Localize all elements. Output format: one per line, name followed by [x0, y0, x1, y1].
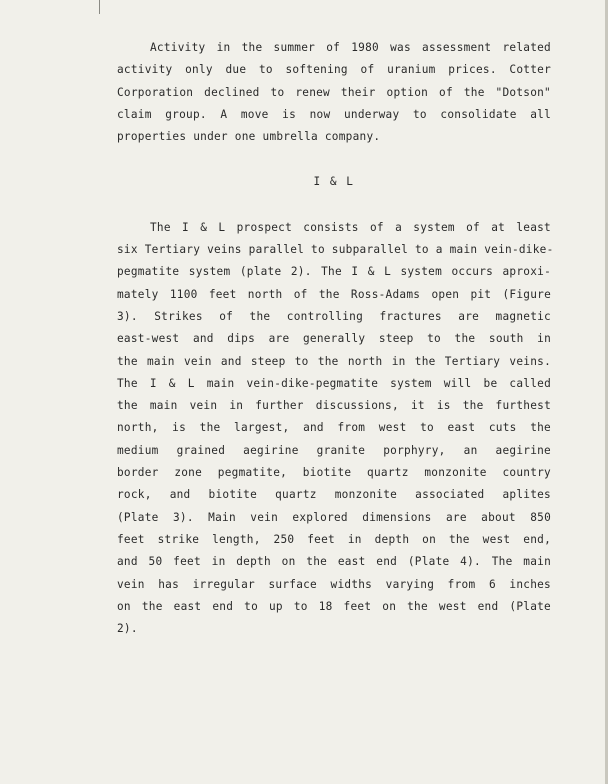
- text-line: rock, and biotite quartz monzonite associated aplites: [117, 488, 551, 502]
- text-line: border zone pegmatite, biotite quartz monzonite country: [117, 466, 551, 480]
- section-heading: I & L: [313, 175, 355, 189]
- paragraph-assessment-activity: [117, 37, 551, 148]
- text-line: six Tertiary veins parallel to subparallel to a main vein-dike-: [117, 243, 554, 257]
- text-line: vein has irregular surface widths varying from 6 inches: [117, 577, 551, 591]
- text-line: claim group. A move is now underway to consolidate all: [117, 107, 551, 121]
- binding-mark: [99, 0, 100, 14]
- text-line: east-west and dips are generally steep to the south in: [117, 332, 551, 346]
- text-line: Corporation declined to renew their option of the "Dotson": [117, 85, 551, 99]
- text-line: 3). Strikes of the controlling fractures are magnetic: [117, 309, 551, 323]
- text-line: medium grained aegirine granite porphyry, an aegirine: [117, 443, 551, 457]
- paragraph-i-and-l-prospect: [117, 217, 554, 641]
- text-line: activity only due to softening of uranium prices. Cotter: [117, 63, 551, 77]
- text-line: north, is the largest, and from west to east cuts the: [117, 421, 551, 435]
- text-line: properties under one umbrella company.: [117, 130, 381, 144]
- text-line: (Plate 3). Main vein explored dimensions are about 850: [117, 510, 551, 524]
- text-line: and 50 feet in depth on the east end (Plate 4). The main: [117, 555, 551, 569]
- text-line: on the east end to up to 18 feet on the west end (Plate: [117, 599, 551, 613]
- text-line: The I & L main vein-dike-pegmatite system will be called: [117, 376, 551, 390]
- text-line: the main vein and steep to the north in the Tertiary veins.: [117, 354, 551, 368]
- text-line: feet strike length, 250 feet in depth on the west end,: [117, 532, 551, 546]
- text-line: pegmatite system (plate 2). The I & L system occurs aproxi-: [117, 265, 551, 279]
- text-line: Activity in the summer of 1980 was assessment related: [150, 41, 551, 54]
- text-line: The I & L prospect consists of a system of at least: [150, 220, 551, 234]
- text-line: mately 1100 feet north of the Ross-Adams open pit (Figure: [117, 287, 551, 301]
- text-line: 2).: [117, 622, 138, 636]
- document-page: [117, 37, 554, 640]
- text-line: the main vein in further discussions, it is the furthest: [117, 399, 551, 413]
